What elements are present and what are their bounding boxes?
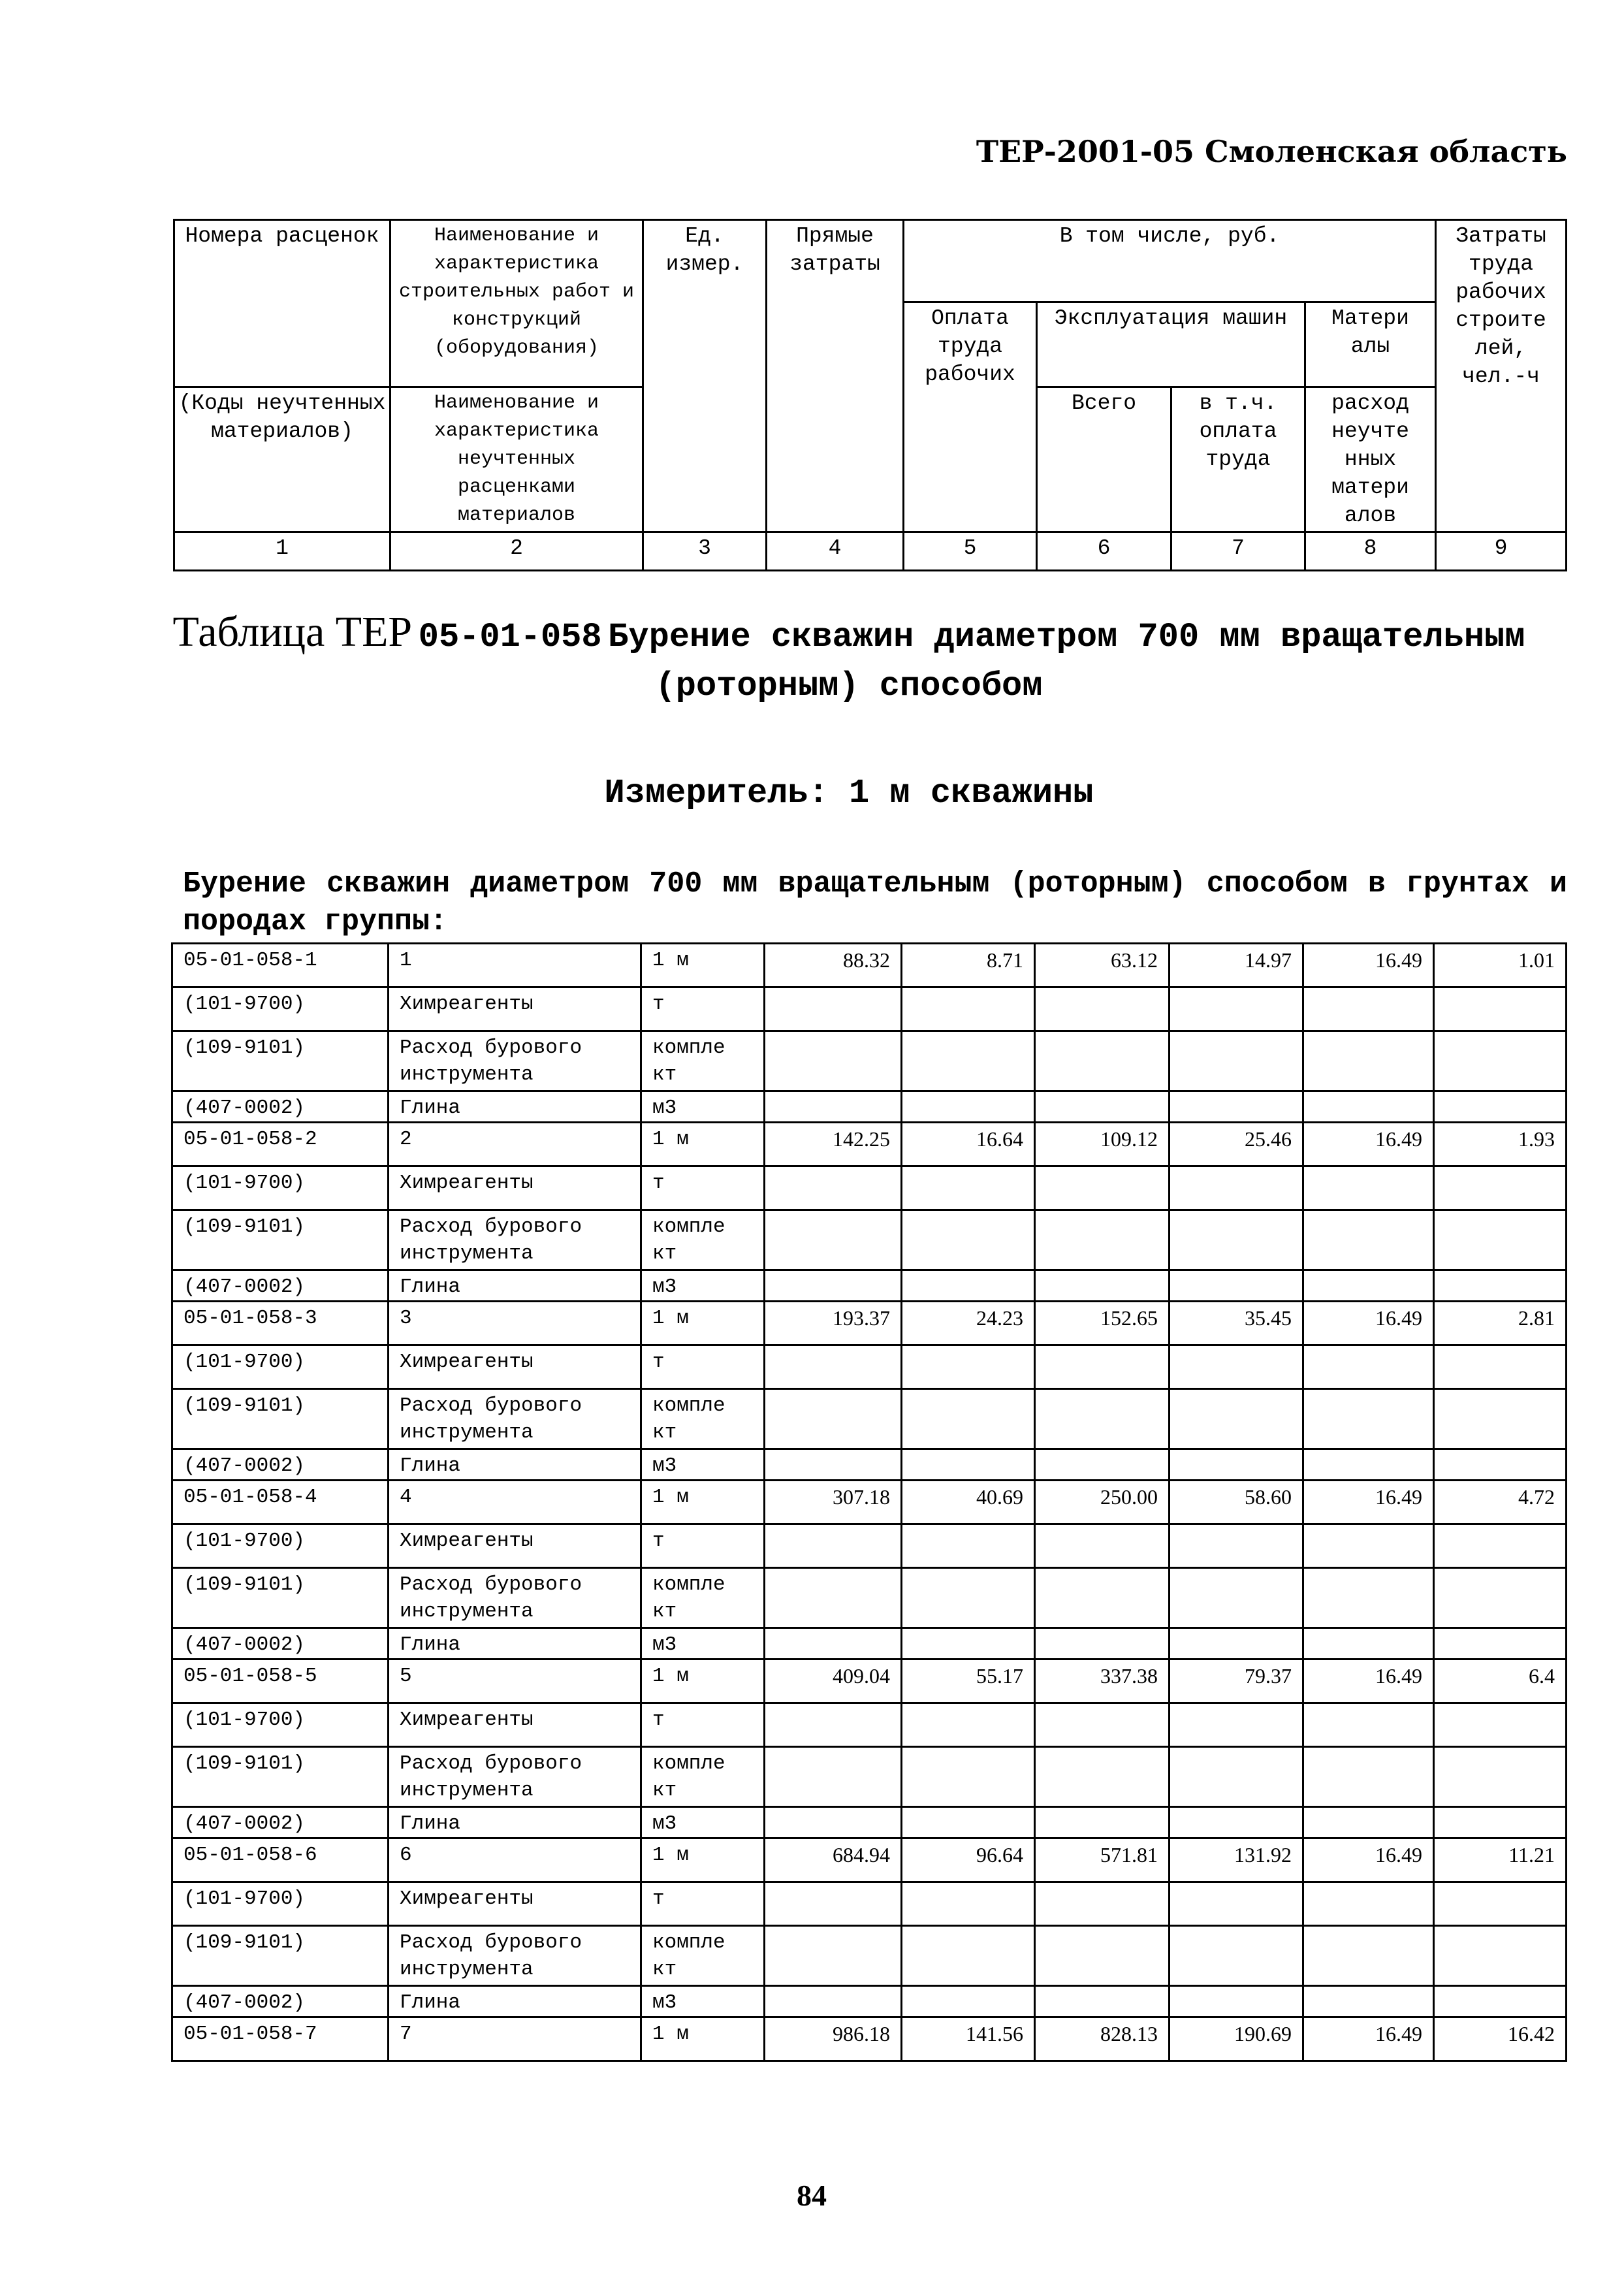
empty-cell (765, 1345, 902, 1389)
empty-cell (1170, 1524, 1303, 1568)
material-name-cell: Глина (389, 1449, 641, 1481)
material-unit-cell: м3 (641, 1628, 765, 1660)
material-row (172, 1568, 1567, 1628)
material-code-cell: (407-0002) (172, 1449, 389, 1481)
empty-cell (1170, 1389, 1303, 1449)
material-row (172, 1389, 1567, 1449)
empty-cell (1434, 1166, 1567, 1210)
machines-total-cell: 152.65 (1035, 1302, 1170, 1345)
header-unaccounted-materials: расход неучте нных матери алов (1305, 387, 1436, 532)
empty-cell (1303, 1628, 1434, 1660)
empty-cell (1303, 1747, 1434, 1807)
material-unit-cell: компле кт (641, 1747, 765, 1807)
empty-cell (1035, 1882, 1170, 1926)
material-code-cell: (407-0002) (172, 1270, 389, 1302)
machines-labor-cell: 58.60 (1170, 1481, 1303, 1524)
header-machines: Эксплуатация машин (1037, 302, 1305, 387)
machines-labor-cell: 14.97 (1170, 944, 1303, 987)
empty-cell (902, 1568, 1035, 1628)
material-unit-cell: м3 (641, 1449, 765, 1481)
material-code-cell: (101-9700) (172, 1882, 389, 1926)
rate-code-cell: 05-01-058-2 (172, 1123, 389, 1166)
empty-cell (1303, 1807, 1434, 1838)
material-unit-cell: компле кт (641, 1568, 765, 1628)
labor-pay-cell: 40.69 (902, 1481, 1035, 1524)
table-row (172, 944, 1567, 987)
empty-cell (1170, 1031, 1303, 1091)
empty-cell (902, 1270, 1035, 1302)
empty-cell (1170, 1628, 1303, 1660)
empty-cell (902, 1031, 1035, 1091)
table-row (172, 1481, 1567, 1524)
empty-cell (1434, 1568, 1567, 1628)
empty-cell (1170, 987, 1303, 1031)
empty-cell (1303, 1270, 1434, 1302)
empty-cell (765, 1166, 902, 1210)
empty-cell (1303, 1166, 1434, 1210)
empty-cell (1303, 1345, 1434, 1389)
empty-cell (765, 1568, 902, 1628)
header-col-number: 8 (1305, 532, 1436, 571)
empty-cell (1303, 1031, 1434, 1091)
empty-cell (765, 987, 902, 1031)
empty-cell (1303, 1882, 1434, 1926)
empty-cell (1170, 1345, 1303, 1389)
section-heading: Бурение скважин диаметром 700 мм вращательным (роторным) способом в грунтах и породах группы: (183, 867, 1567, 938)
material-name-cell: Расход бурового инструмента (389, 1210, 641, 1270)
empty-cell (902, 987, 1035, 1031)
labor-pay-cell: 8.71 (902, 944, 1035, 987)
rate-code-cell: 05-01-058-4 (172, 1481, 389, 1524)
material-row (172, 1270, 1567, 1302)
header-col-number: 2 (390, 532, 643, 571)
rate-code-cell: 05-01-058-1 (172, 944, 389, 987)
empty-cell (1035, 1524, 1170, 1568)
material-name-cell: Химреагенты (389, 987, 641, 1031)
empty-cell (1434, 987, 1567, 1031)
header-col-number: 5 (904, 532, 1037, 571)
empty-cell (902, 1389, 1035, 1449)
material-row (172, 987, 1567, 1031)
material-name-cell: Глина (389, 1091, 641, 1123)
materials-cost-cell: 16.49 (1303, 1123, 1434, 1166)
unit-cell: 1 м (641, 944, 765, 987)
soil-group-cell: 4 (389, 1481, 641, 1524)
material-row (172, 1986, 1567, 2017)
material-row (172, 1166, 1567, 1210)
empty-cell (1035, 1628, 1170, 1660)
direct-costs-cell: 409.04 (765, 1660, 902, 1703)
material-row (172, 1747, 1567, 1807)
material-unit-cell: т (641, 1345, 765, 1389)
empty-cell (1434, 1270, 1567, 1302)
machines-labor-cell: 25.46 (1170, 1123, 1303, 1166)
empty-cell (902, 1210, 1035, 1270)
empty-cell (902, 1986, 1035, 2017)
direct-costs-cell: 307.18 (765, 1481, 902, 1524)
soil-group-cell: 2 (389, 1123, 641, 1166)
materials-cost-cell: 16.49 (1303, 1660, 1434, 1703)
material-code-cell: (109-9101) (172, 1747, 389, 1807)
material-row (172, 1031, 1567, 1091)
empty-cell (765, 1747, 902, 1807)
empty-cell (1434, 1882, 1567, 1926)
material-unit-cell: т (641, 1882, 765, 1926)
empty-cell (1434, 1031, 1567, 1091)
material-unit-cell: м3 (641, 1091, 765, 1123)
empty-cell (1035, 1747, 1170, 1807)
labor-hours-cell: 11.21 (1434, 1838, 1567, 1882)
material-unit-cell: м3 (641, 1270, 765, 1302)
machines-labor-cell: 79.37 (1170, 1660, 1303, 1703)
unit-cell: 1 м (641, 1123, 765, 1166)
empty-cell (1170, 1807, 1303, 1838)
machines-total-cell: 828.13 (1035, 2017, 1170, 2061)
unit-cell: 1 м (641, 1481, 765, 1524)
material-name-cell: Глина (389, 1986, 641, 2017)
material-name-cell: Расход бурового инструмента (389, 1031, 641, 1091)
header-labor-hours: Затраты труда рабочих строите лей, чел.-ч (1436, 220, 1567, 532)
material-code-cell: (109-9101) (172, 1210, 389, 1270)
material-unit-cell: компле кт (641, 1926, 765, 1986)
empty-cell (765, 1926, 902, 1986)
material-code-cell: (109-9101) (172, 1031, 389, 1091)
material-code-cell: (101-9700) (172, 1703, 389, 1747)
empty-cell (765, 1807, 902, 1838)
material-name-cell: Расход бурового инструмента (389, 1747, 641, 1807)
material-name-cell: Глина (389, 1628, 641, 1660)
empty-cell (1303, 1389, 1434, 1449)
materials-cost-cell: 16.49 (1303, 944, 1434, 987)
empty-cell (1170, 1270, 1303, 1302)
empty-cell (1434, 1449, 1567, 1481)
direct-costs-cell: 193.37 (765, 1302, 902, 1345)
material-unit-cell: компле кт (641, 1031, 765, 1091)
materials-cost-cell: 16.49 (1303, 2017, 1434, 2061)
empty-cell (1170, 1882, 1303, 1926)
header-direct-costs: Прямые затраты (767, 220, 904, 532)
material-code-cell: (101-9700) (172, 987, 389, 1031)
empty-cell (765, 1986, 902, 2017)
header-rate-numbers: Номера расценок (174, 220, 390, 387)
labor-hours-cell: 16.42 (1434, 2017, 1567, 2061)
empty-cell (1434, 1091, 1567, 1123)
rate-code-cell: 05-01-058-5 (172, 1660, 389, 1703)
direct-costs-cell: 684.94 (765, 1838, 902, 1882)
empty-cell (1434, 1986, 1567, 2017)
empty-cell (1035, 1210, 1170, 1270)
machines-labor-cell: 190.69 (1170, 2017, 1303, 2061)
material-code-cell: (109-9101) (172, 1568, 389, 1628)
machines-total-cell: 250.00 (1035, 1481, 1170, 1524)
empty-cell (902, 1628, 1035, 1660)
soil-group-cell: 3 (389, 1302, 641, 1345)
empty-cell (1434, 1703, 1567, 1747)
header-materials: Матери алы (1305, 302, 1436, 387)
header-material-codes: (Коды неучтенных материалов) (174, 387, 390, 532)
empty-cell (902, 1166, 1035, 1210)
empty-cell (1170, 1091, 1303, 1123)
header-col-number: 6 (1037, 532, 1171, 571)
rate-code-cell: 05-01-058-3 (172, 1302, 389, 1345)
material-name-cell: Глина (389, 1270, 641, 1302)
machines-total-cell: 63.12 (1035, 944, 1170, 987)
soil-group-cell: 1 (389, 944, 641, 987)
header-labor-pay: Оплата труда рабочих (904, 302, 1037, 532)
unit-cell: 1 м (641, 2017, 765, 2061)
materials-cost-cell: 16.49 (1303, 1481, 1434, 1524)
material-row (172, 1882, 1567, 1926)
material-unit-cell: м3 (641, 1807, 765, 1838)
empty-cell (902, 1091, 1035, 1123)
material-name-cell: Химреагенты (389, 1166, 641, 1210)
empty-cell (1035, 1166, 1170, 1210)
empty-cell (765, 1449, 902, 1481)
material-row (172, 1449, 1567, 1481)
empty-cell (902, 1747, 1035, 1807)
material-name-cell: Химреагенты (389, 1345, 641, 1389)
soil-group-cell: 5 (389, 1660, 641, 1703)
machines-labor-cell: 131.92 (1170, 1838, 1303, 1882)
empty-cell (1035, 1807, 1170, 1838)
empty-cell (1303, 1524, 1434, 1568)
empty-cell (1035, 1986, 1170, 2017)
material-unit-cell: т (641, 1703, 765, 1747)
labor-pay-cell: 96.64 (902, 1838, 1035, 1882)
labor-pay-cell: 141.56 (902, 2017, 1035, 2061)
empty-cell (1434, 1524, 1567, 1568)
header-work-name: Наименование и характеристика строительных работ и конструкций (оборудования) (390, 220, 643, 387)
labor-hours-cell: 1.01 (1434, 944, 1567, 987)
material-unit-cell: т (641, 1524, 765, 1568)
machines-labor-cell: 35.45 (1170, 1302, 1303, 1345)
rate-code-cell: 05-01-058-6 (172, 1838, 389, 1882)
material-name-cell: Глина (389, 1807, 641, 1838)
material-name-cell: Расход бурового инструмента (389, 1389, 641, 1449)
material-row (172, 1926, 1567, 1986)
empty-cell (1035, 1389, 1170, 1449)
empty-cell (1170, 1210, 1303, 1270)
material-code-cell: (407-0002) (172, 1807, 389, 1838)
material-code-cell: (101-9700) (172, 1524, 389, 1568)
labor-hours-cell: 4.72 (1434, 1481, 1567, 1524)
empty-cell (902, 1703, 1035, 1747)
measure-unit: Измеритель: 1 м скважины (604, 774, 1094, 812)
page-number: 84 (797, 2179, 827, 2212)
empty-cell (1035, 1270, 1170, 1302)
empty-cell (1170, 1926, 1303, 1986)
empty-cell (902, 1926, 1035, 1986)
table-title-name: Бурение скважин диаметром 700 мм вращательным (роторным) способом (608, 618, 1525, 705)
empty-cell (1035, 1449, 1170, 1481)
direct-costs-cell: 142.25 (765, 1123, 902, 1166)
table-row (172, 1302, 1567, 1345)
empty-cell (765, 1091, 902, 1123)
material-name-cell: Химреагенты (389, 1703, 641, 1747)
empty-cell (765, 1703, 902, 1747)
material-unit-cell: компле кт (641, 1389, 765, 1449)
labor-pay-cell: 24.23 (902, 1302, 1035, 1345)
header-col-number: 7 (1171, 532, 1305, 571)
material-code-cell: (407-0002) (172, 1628, 389, 1660)
header-col-number: 3 (643, 532, 767, 571)
empty-cell (765, 1524, 902, 1568)
machines-total-cell: 571.81 (1035, 1838, 1170, 1882)
materials-cost-cell: 16.49 (1303, 1302, 1434, 1345)
empty-cell (1434, 1210, 1567, 1270)
labor-hours-cell: 1.93 (1434, 1123, 1567, 1166)
empty-cell (765, 1882, 902, 1926)
material-row (172, 1524, 1567, 1568)
empty-cell (765, 1389, 902, 1449)
direct-costs-cell: 88.32 (765, 944, 902, 987)
empty-cell (1303, 1210, 1434, 1270)
table-title-prefix: Таблица ТЕР (172, 608, 413, 656)
empty-cell (1170, 1449, 1303, 1481)
empty-cell (765, 1270, 902, 1302)
empty-cell (1170, 1568, 1303, 1628)
table-row (172, 1660, 1567, 1703)
material-unit-cell: т (641, 987, 765, 1031)
table-row (172, 1838, 1567, 1882)
empty-cell (1035, 1568, 1170, 1628)
labor-pay-cell: 16.64 (902, 1123, 1035, 1166)
empty-cell (1303, 1986, 1434, 2017)
material-row (172, 1628, 1567, 1660)
header-machines-total: Всего (1037, 387, 1171, 532)
material-code-cell: (109-9101) (172, 1926, 389, 1986)
table-title-code: 05-01-058 (418, 618, 602, 656)
material-code-cell: (407-0002) (172, 1986, 389, 2017)
empty-cell (1035, 1703, 1170, 1747)
material-code-cell: (109-9101) (172, 1389, 389, 1449)
labor-hours-cell: 2.81 (1434, 1302, 1567, 1345)
material-name-cell: Химреагенты (389, 1882, 641, 1926)
empty-cell (765, 1210, 902, 1270)
empty-cell (1434, 1345, 1567, 1389)
document-title: ТЕР-2001-05 Смоленская область (976, 134, 1567, 169)
empty-cell (1434, 1747, 1567, 1807)
header-col-number: 1 (174, 532, 390, 571)
material-unit-cell: м3 (641, 1986, 765, 2017)
material-code-cell: (407-0002) (172, 1091, 389, 1123)
material-name-cell: Расход бурового инструмента (389, 1568, 641, 1628)
empty-cell (1434, 1926, 1567, 1986)
empty-cell (1035, 1031, 1170, 1091)
empty-cell (1303, 1568, 1434, 1628)
empty-cell (902, 1345, 1035, 1389)
header-including-group: В том числе, руб. (904, 220, 1436, 302)
soil-group-cell: 6 (389, 1838, 641, 1882)
material-row (172, 1703, 1567, 1747)
machines-total-cell: 109.12 (1035, 1123, 1170, 1166)
empty-cell (1035, 1091, 1170, 1123)
table-title (131, 608, 1567, 714)
empty-cell (1170, 1166, 1303, 1210)
header-table (173, 219, 1567, 571)
header-machines-labor: в т.ч. оплата труда (1171, 387, 1305, 532)
rate-code-cell: 05-01-058-7 (172, 2017, 389, 2061)
unit-cell: 1 м (641, 1660, 765, 1703)
empty-cell (902, 1524, 1035, 1568)
soil-group-cell: 7 (389, 2017, 641, 2061)
empty-cell (1434, 1628, 1567, 1660)
machines-total-cell: 337.38 (1035, 1660, 1170, 1703)
empty-cell (1303, 1091, 1434, 1123)
material-unit-cell: компле кт (641, 1210, 765, 1270)
unit-cell: 1 м (641, 1302, 765, 1345)
empty-cell (1303, 987, 1434, 1031)
material-name-cell: Расход бурового инструмента (389, 1926, 641, 1986)
header-col-number: 9 (1436, 532, 1567, 571)
empty-cell (1434, 1389, 1567, 1449)
empty-cell (1170, 1986, 1303, 2017)
material-code-cell: (101-9700) (172, 1166, 389, 1210)
material-row (172, 1807, 1567, 1838)
material-name-cell: Химреагенты (389, 1524, 641, 1568)
table-row (172, 1123, 1567, 1166)
empty-cell (902, 1882, 1035, 1926)
empty-cell (1170, 1703, 1303, 1747)
header-col-number: 4 (767, 532, 904, 571)
empty-cell (902, 1807, 1035, 1838)
direct-costs-cell: 986.18 (765, 2017, 902, 2061)
empty-cell (1035, 1345, 1170, 1389)
empty-cell (1035, 1926, 1170, 1986)
rates-table (171, 942, 1567, 2062)
unit-cell: 1 м (641, 1838, 765, 1882)
table-row (172, 2017, 1567, 2061)
material-row (172, 1345, 1567, 1389)
materials-cost-cell: 16.49 (1303, 1838, 1434, 1882)
empty-cell (765, 1628, 902, 1660)
empty-cell (1170, 1747, 1303, 1807)
empty-cell (1303, 1703, 1434, 1747)
empty-cell (1434, 1807, 1567, 1838)
material-unit-cell: т (641, 1166, 765, 1210)
header-unit: Ед. измер. (643, 220, 767, 532)
empty-cell (902, 1449, 1035, 1481)
material-row (172, 1091, 1567, 1123)
empty-cell (765, 1031, 902, 1091)
empty-cell (1303, 1449, 1434, 1481)
material-code-cell: (101-9700) (172, 1345, 389, 1389)
empty-cell (1303, 1926, 1434, 1986)
empty-cell (1035, 987, 1170, 1031)
labor-pay-cell: 55.17 (902, 1660, 1035, 1703)
material-row (172, 1210, 1567, 1270)
labor-hours-cell: 6.4 (1434, 1660, 1567, 1703)
header-material-names: Наименование и характеристика неучтенных расценками материалов (390, 387, 643, 532)
